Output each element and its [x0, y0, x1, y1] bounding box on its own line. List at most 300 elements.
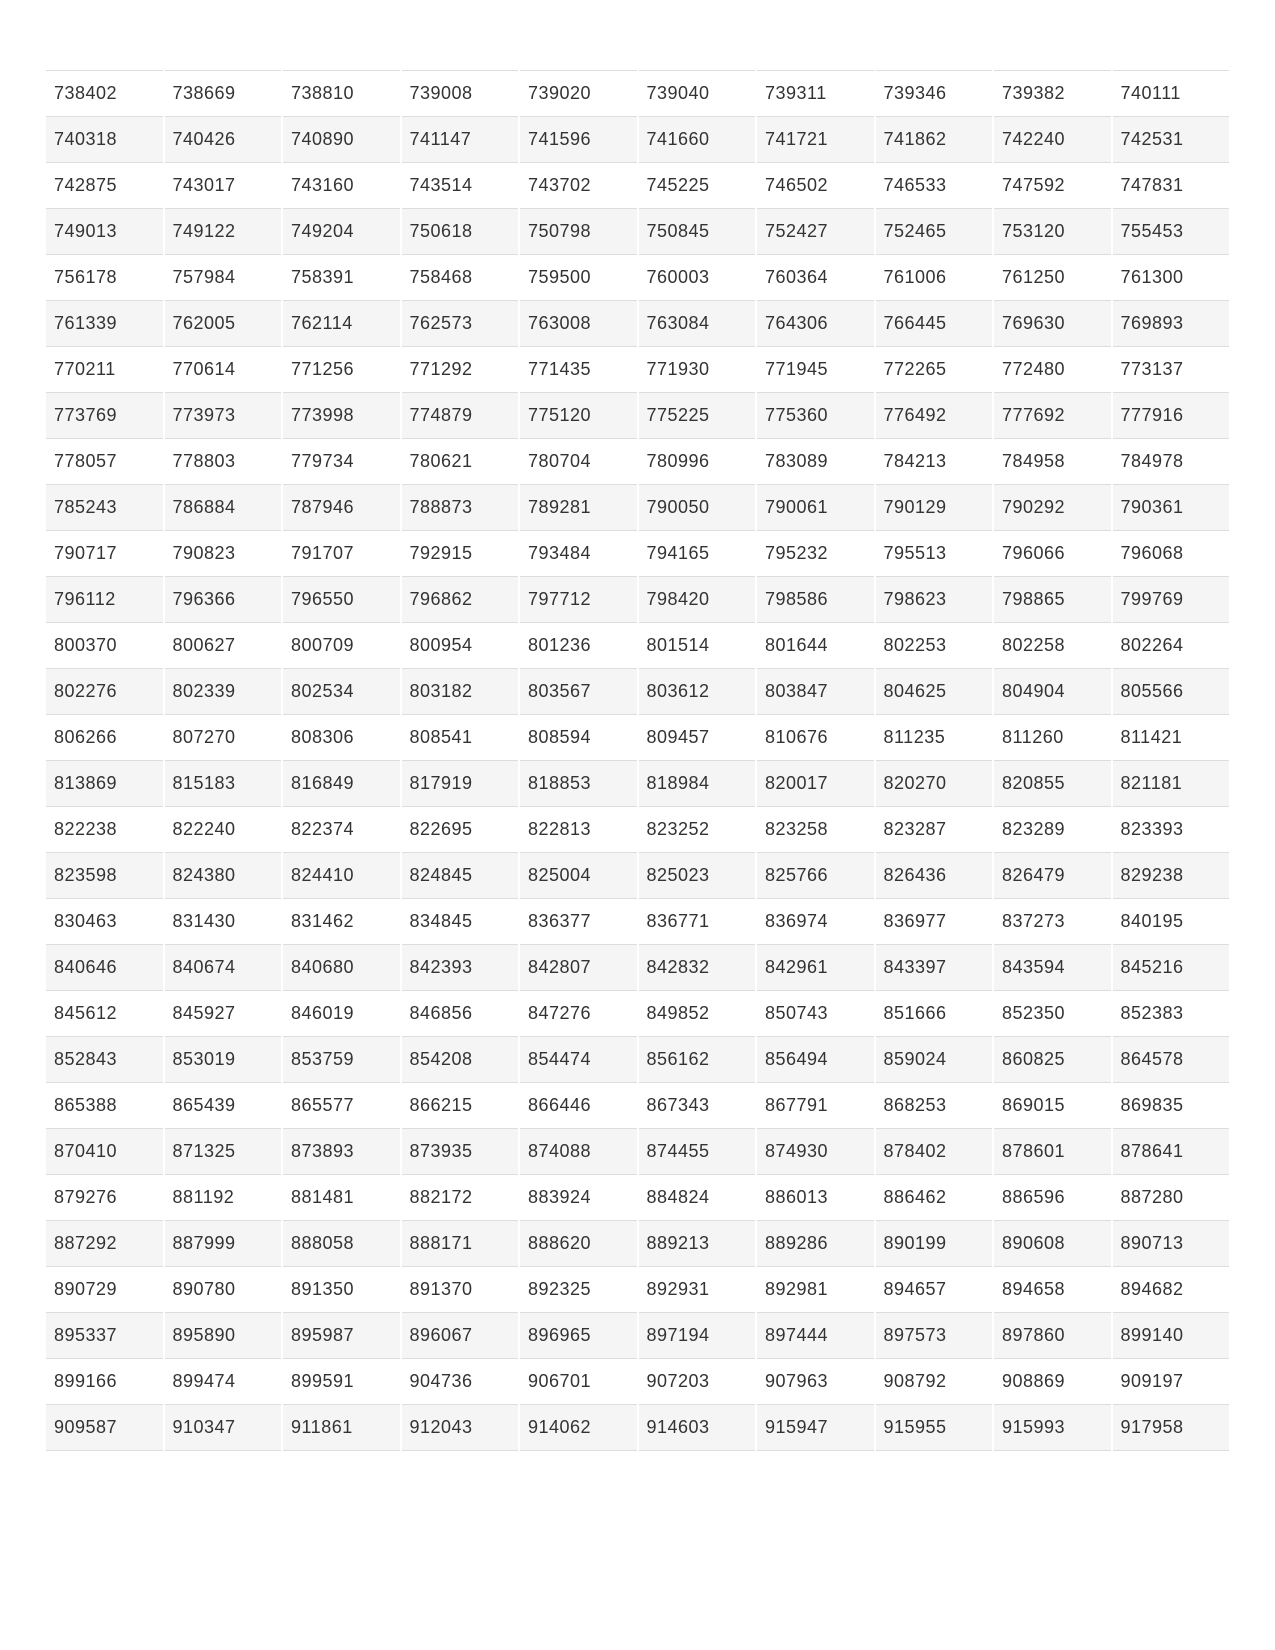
table-cell: 738402 [46, 70, 163, 116]
table-row [46, 1266, 1229, 1312]
table-cell: 915993 [994, 1404, 1111, 1451]
table-cell: 896965 [520, 1312, 637, 1358]
table-cell: 846019 [283, 990, 400, 1036]
table-cell: 912043 [402, 1404, 519, 1451]
table-cell: 897860 [994, 1312, 1111, 1358]
table-cell: 798865 [994, 576, 1111, 622]
table-cell: 800627 [165, 622, 282, 668]
table-cell: 764306 [757, 300, 874, 346]
table-row [46, 668, 1229, 714]
table-cell: 823252 [639, 806, 756, 852]
table-cell: 865388 [46, 1082, 163, 1128]
table-cell: 785243 [46, 484, 163, 530]
table-cell: 896067 [402, 1312, 519, 1358]
table-cell: 780704 [520, 438, 637, 484]
table-cell: 882172 [402, 1174, 519, 1220]
table-row [46, 1312, 1229, 1358]
table-cell: 745225 [639, 162, 756, 208]
table-cell: 756178 [46, 254, 163, 300]
table-cell: 879276 [46, 1174, 163, 1220]
table-row [46, 1036, 1229, 1082]
table-cell: 843594 [994, 944, 1111, 990]
table-cell: 739346 [876, 70, 993, 116]
numbers-table-container [44, 70, 1231, 1451]
table-cell: 823258 [757, 806, 874, 852]
table-cell: 852350 [994, 990, 1111, 1036]
table-cell: 824845 [402, 852, 519, 898]
table-cell: 836977 [876, 898, 993, 944]
table-cell: 890199 [876, 1220, 993, 1266]
table-cell: 842807 [520, 944, 637, 990]
table-cell: 878641 [1113, 1128, 1230, 1174]
table-cell: 762005 [165, 300, 282, 346]
table-cell: 801514 [639, 622, 756, 668]
table-cell: 909587 [46, 1404, 163, 1451]
table-cell: 776492 [876, 392, 993, 438]
table-row [46, 576, 1229, 622]
table-cell: 866215 [402, 1082, 519, 1128]
table-cell: 761006 [876, 254, 993, 300]
table-cell: 915955 [876, 1404, 993, 1451]
table-cell: 790823 [165, 530, 282, 576]
table-cell: 820270 [876, 760, 993, 806]
table-cell: 888058 [283, 1220, 400, 1266]
table-cell: 843397 [876, 944, 993, 990]
table-cell: 883924 [520, 1174, 637, 1220]
table-cell: 897573 [876, 1312, 993, 1358]
table-cell: 853019 [165, 1036, 282, 1082]
table-cell: 796366 [165, 576, 282, 622]
table-cell: 874455 [639, 1128, 756, 1174]
table-cell: 761250 [994, 254, 1111, 300]
table-cell: 760364 [757, 254, 874, 300]
table-cell: 743514 [402, 162, 519, 208]
table-cell: 808541 [402, 714, 519, 760]
table-cell: 775360 [757, 392, 874, 438]
table-cell: 865577 [283, 1082, 400, 1128]
table-cell: 771292 [402, 346, 519, 392]
table-cell: 894657 [876, 1266, 993, 1312]
table-cell: 790292 [994, 484, 1111, 530]
table-cell: 779734 [283, 438, 400, 484]
table-cell: 840674 [165, 944, 282, 990]
table-cell: 836771 [639, 898, 756, 944]
table-cell: 907963 [757, 1358, 874, 1404]
table-cell: 869015 [994, 1082, 1111, 1128]
table-cell: 852843 [46, 1036, 163, 1082]
table-cell: 743017 [165, 162, 282, 208]
table-row [46, 254, 1229, 300]
table-cell: 750845 [639, 208, 756, 254]
table-cell: 811260 [994, 714, 1111, 760]
table-cell: 822238 [46, 806, 163, 852]
table-body [46, 70, 1229, 1451]
table-cell: 874088 [520, 1128, 637, 1174]
table-cell: 775225 [639, 392, 756, 438]
table-cell: 894682 [1113, 1266, 1230, 1312]
table-cell: 762573 [402, 300, 519, 346]
table-cell: 780996 [639, 438, 756, 484]
table-cell: 888171 [402, 1220, 519, 1266]
table-cell: 897444 [757, 1312, 874, 1358]
table-cell: 852383 [1113, 990, 1230, 1036]
table-row [46, 1220, 1229, 1266]
table-cell: 803612 [639, 668, 756, 714]
table-cell: 874930 [757, 1128, 874, 1174]
table-cell: 773973 [165, 392, 282, 438]
table-cell: 801236 [520, 622, 637, 668]
table-cell: 826479 [994, 852, 1111, 898]
table-cell: 803182 [402, 668, 519, 714]
table-cell: 810676 [757, 714, 874, 760]
table-cell: 757984 [165, 254, 282, 300]
table-cell: 741862 [876, 116, 993, 162]
table-cell: 808306 [283, 714, 400, 760]
table-cell: 917958 [1113, 1404, 1230, 1451]
table-cell: 794165 [639, 530, 756, 576]
table-cell: 750618 [402, 208, 519, 254]
table-cell: 878601 [994, 1128, 1111, 1174]
table-cell: 840680 [283, 944, 400, 990]
table-cell: 813869 [46, 760, 163, 806]
numbers-table [44, 70, 1231, 1451]
table-cell: 741147 [402, 116, 519, 162]
table-cell: 771435 [520, 346, 637, 392]
table-cell: 763008 [520, 300, 637, 346]
table-cell: 784213 [876, 438, 993, 484]
table-cell: 802264 [1113, 622, 1230, 668]
table-cell: 749122 [165, 208, 282, 254]
table-cell: 761339 [46, 300, 163, 346]
table-cell: 796066 [994, 530, 1111, 576]
table-row [46, 714, 1229, 760]
table-cell: 749013 [46, 208, 163, 254]
table-row [46, 208, 1229, 254]
table-cell: 803847 [757, 668, 874, 714]
table-cell: 796862 [402, 576, 519, 622]
table-cell: 895890 [165, 1312, 282, 1358]
table-cell: 873893 [283, 1128, 400, 1174]
table-row [46, 1174, 1229, 1220]
table-cell: 741660 [639, 116, 756, 162]
table-cell: 836974 [757, 898, 874, 944]
table-cell: 847276 [520, 990, 637, 1036]
table-cell: 890729 [46, 1266, 163, 1312]
table-cell: 800954 [402, 622, 519, 668]
table-cell: 836377 [520, 898, 637, 944]
table-row [46, 438, 1229, 484]
table-row [46, 484, 1229, 530]
table-cell: 890780 [165, 1266, 282, 1312]
table-cell: 800709 [283, 622, 400, 668]
table-cell: 773769 [46, 392, 163, 438]
table-cell: 890608 [994, 1220, 1111, 1266]
table-cell: 758468 [402, 254, 519, 300]
table-cell: 878402 [876, 1128, 993, 1174]
table-cell: 742240 [994, 116, 1111, 162]
table-cell: 887280 [1113, 1174, 1230, 1220]
table-cell: 739040 [639, 70, 756, 116]
table-row [46, 622, 1229, 668]
table-cell: 749204 [283, 208, 400, 254]
table-cell: 842961 [757, 944, 874, 990]
table-cell: 739382 [994, 70, 1111, 116]
table-row [46, 806, 1229, 852]
table-cell: 826436 [876, 852, 993, 898]
table-cell: 784978 [1113, 438, 1230, 484]
table-row [46, 898, 1229, 944]
table-cell: 752427 [757, 208, 874, 254]
table-cell: 796068 [1113, 530, 1230, 576]
table-cell: 790361 [1113, 484, 1230, 530]
table-cell: 758391 [283, 254, 400, 300]
table-cell: 740318 [46, 116, 163, 162]
table-row [46, 392, 1229, 438]
table-cell: 787946 [283, 484, 400, 530]
table-cell: 802534 [283, 668, 400, 714]
table-cell: 780621 [402, 438, 519, 484]
table-row [46, 760, 1229, 806]
table-cell: 802253 [876, 622, 993, 668]
table-cell: 845927 [165, 990, 282, 1036]
table-cell: 770211 [46, 346, 163, 392]
table-cell: 871325 [165, 1128, 282, 1174]
table-cell: 899166 [46, 1358, 163, 1404]
table-cell: 747592 [994, 162, 1111, 208]
table-cell: 892931 [639, 1266, 756, 1312]
table-row [46, 530, 1229, 576]
table-cell: 881481 [283, 1174, 400, 1220]
table-cell: 824410 [283, 852, 400, 898]
table-cell: 771945 [757, 346, 874, 392]
table-cell: 752465 [876, 208, 993, 254]
table-cell: 783089 [757, 438, 874, 484]
table-cell: 849852 [639, 990, 756, 1036]
table-cell: 899474 [165, 1358, 282, 1404]
table-cell: 803567 [520, 668, 637, 714]
table-cell: 799769 [1113, 576, 1230, 622]
table-cell: 829238 [1113, 852, 1230, 898]
table-cell: 845612 [46, 990, 163, 1036]
table-cell: 796112 [46, 576, 163, 622]
table-cell: 759500 [520, 254, 637, 300]
table-cell: 820017 [757, 760, 874, 806]
table-cell: 907203 [639, 1358, 756, 1404]
table-cell: 914062 [520, 1404, 637, 1451]
table-cell: 830463 [46, 898, 163, 944]
table-cell: 840646 [46, 944, 163, 990]
table-cell: 867343 [639, 1082, 756, 1128]
table-cell: 854208 [402, 1036, 519, 1082]
table-cell: 740426 [165, 116, 282, 162]
table-cell: 856494 [757, 1036, 874, 1082]
table-row [46, 1404, 1229, 1451]
table-cell: 772480 [994, 346, 1111, 392]
table-cell: 895987 [283, 1312, 400, 1358]
table-row [46, 162, 1229, 208]
table-cell: 801644 [757, 622, 874, 668]
table-cell: 817919 [402, 760, 519, 806]
table-cell: 822240 [165, 806, 282, 852]
table-cell: 773998 [283, 392, 400, 438]
table-row [46, 300, 1229, 346]
table-cell: 908869 [994, 1358, 1111, 1404]
table-cell: 825766 [757, 852, 874, 898]
table-cell: 802339 [165, 668, 282, 714]
table-cell: 738810 [283, 70, 400, 116]
table-cell: 834845 [402, 898, 519, 944]
table-cell: 845216 [1113, 944, 1230, 990]
table-cell: 769893 [1113, 300, 1230, 346]
table-cell: 859024 [876, 1036, 993, 1082]
table-cell: 770614 [165, 346, 282, 392]
table-cell: 897194 [639, 1312, 756, 1358]
table-cell: 790050 [639, 484, 756, 530]
table-row [46, 990, 1229, 1036]
table-cell: 886013 [757, 1174, 874, 1220]
table-cell: 815183 [165, 760, 282, 806]
table-cell: 891350 [283, 1266, 400, 1312]
table-row [46, 116, 1229, 162]
table-cell: 915947 [757, 1404, 874, 1451]
table-cell: 742531 [1113, 116, 1230, 162]
table-cell: 906701 [520, 1358, 637, 1404]
table-cell: 747831 [1113, 162, 1230, 208]
table-cell: 892981 [757, 1266, 874, 1312]
table-cell: 884824 [639, 1174, 756, 1220]
table-cell: 793484 [520, 530, 637, 576]
table-cell: 739008 [402, 70, 519, 116]
table-cell: 891370 [402, 1266, 519, 1312]
table-cell: 743702 [520, 162, 637, 208]
table-cell: 804625 [876, 668, 993, 714]
table-cell: 798586 [757, 576, 874, 622]
table-cell: 804904 [994, 668, 1111, 714]
table-cell: 856162 [639, 1036, 756, 1082]
table-cell: 809457 [639, 714, 756, 760]
table-cell: 739020 [520, 70, 637, 116]
table-cell: 886462 [876, 1174, 993, 1220]
table-cell: 741596 [520, 116, 637, 162]
table-cell: 837273 [994, 898, 1111, 944]
table-cell: 746533 [876, 162, 993, 208]
table-cell: 791707 [283, 530, 400, 576]
table-cell: 760003 [639, 254, 756, 300]
table-cell: 825023 [639, 852, 756, 898]
table-cell: 806266 [46, 714, 163, 760]
table-cell: 769630 [994, 300, 1111, 346]
table-cell: 853759 [283, 1036, 400, 1082]
table-cell: 786884 [165, 484, 282, 530]
table-row [46, 852, 1229, 898]
table-cell: 866446 [520, 1082, 637, 1128]
table-cell: 894658 [994, 1266, 1111, 1312]
table-cell: 869835 [1113, 1082, 1230, 1128]
table-cell: 802276 [46, 668, 163, 714]
table-row [46, 1082, 1229, 1128]
table-cell: 851666 [876, 990, 993, 1036]
table-cell: 887292 [46, 1220, 163, 1266]
table-cell: 761300 [1113, 254, 1230, 300]
table-cell: 762114 [283, 300, 400, 346]
table-cell: 772265 [876, 346, 993, 392]
table-cell: 755453 [1113, 208, 1230, 254]
table-cell: 790061 [757, 484, 874, 530]
table-cell: 777692 [994, 392, 1111, 438]
table-cell: 821181 [1113, 760, 1230, 806]
table-cell: 753120 [994, 208, 1111, 254]
table-cell: 784958 [994, 438, 1111, 484]
table-cell: 914603 [639, 1404, 756, 1451]
table-cell: 899140 [1113, 1312, 1230, 1358]
table-row [46, 346, 1229, 392]
table-cell: 743160 [283, 162, 400, 208]
table-cell: 881192 [165, 1174, 282, 1220]
table-cell: 842832 [639, 944, 756, 990]
table-cell: 795513 [876, 530, 993, 576]
table-cell: 824380 [165, 852, 282, 898]
table-cell: 909197 [1113, 1358, 1230, 1404]
table-cell: 910347 [165, 1404, 282, 1451]
table-cell: 823393 [1113, 806, 1230, 852]
table-cell: 790717 [46, 530, 163, 576]
table-cell: 788873 [402, 484, 519, 530]
table-cell: 790129 [876, 484, 993, 530]
table-cell: 890713 [1113, 1220, 1230, 1266]
table-cell: 888620 [520, 1220, 637, 1266]
table-cell: 823287 [876, 806, 993, 852]
table-cell: 789281 [520, 484, 637, 530]
table-cell: 742875 [46, 162, 163, 208]
table-cell: 807270 [165, 714, 282, 760]
table-cell: 860825 [994, 1036, 1111, 1082]
table-cell: 811421 [1113, 714, 1230, 760]
table-cell: 816849 [283, 760, 400, 806]
table-cell: 823289 [994, 806, 1111, 852]
table-cell: 771256 [283, 346, 400, 392]
table-cell: 822813 [520, 806, 637, 852]
table-cell: 773137 [1113, 346, 1230, 392]
table-cell: 796550 [283, 576, 400, 622]
table-cell: 892325 [520, 1266, 637, 1312]
table-cell: 778803 [165, 438, 282, 484]
table-cell: 870410 [46, 1128, 163, 1174]
table-cell: 825004 [520, 852, 637, 898]
table-cell: 899591 [283, 1358, 400, 1404]
table-cell: 741721 [757, 116, 874, 162]
table-cell: 868253 [876, 1082, 993, 1128]
table-cell: 822695 [402, 806, 519, 852]
table-cell: 911861 [283, 1404, 400, 1451]
table-cell: 798420 [639, 576, 756, 622]
table-cell: 820855 [994, 760, 1111, 806]
table-row [46, 944, 1229, 990]
table-cell: 889286 [757, 1220, 874, 1266]
table-cell: 774879 [402, 392, 519, 438]
table-cell: 740111 [1113, 70, 1230, 116]
table-cell: 842393 [402, 944, 519, 990]
table-cell: 850743 [757, 990, 874, 1036]
table-row [46, 1358, 1229, 1404]
table-cell: 777916 [1113, 392, 1230, 438]
table-cell: 831430 [165, 898, 282, 944]
table-cell: 895337 [46, 1312, 163, 1358]
table-cell: 805566 [1113, 668, 1230, 714]
table-cell: 831462 [283, 898, 400, 944]
table-cell: 823598 [46, 852, 163, 898]
table-cell: 808594 [520, 714, 637, 760]
table-cell: 778057 [46, 438, 163, 484]
